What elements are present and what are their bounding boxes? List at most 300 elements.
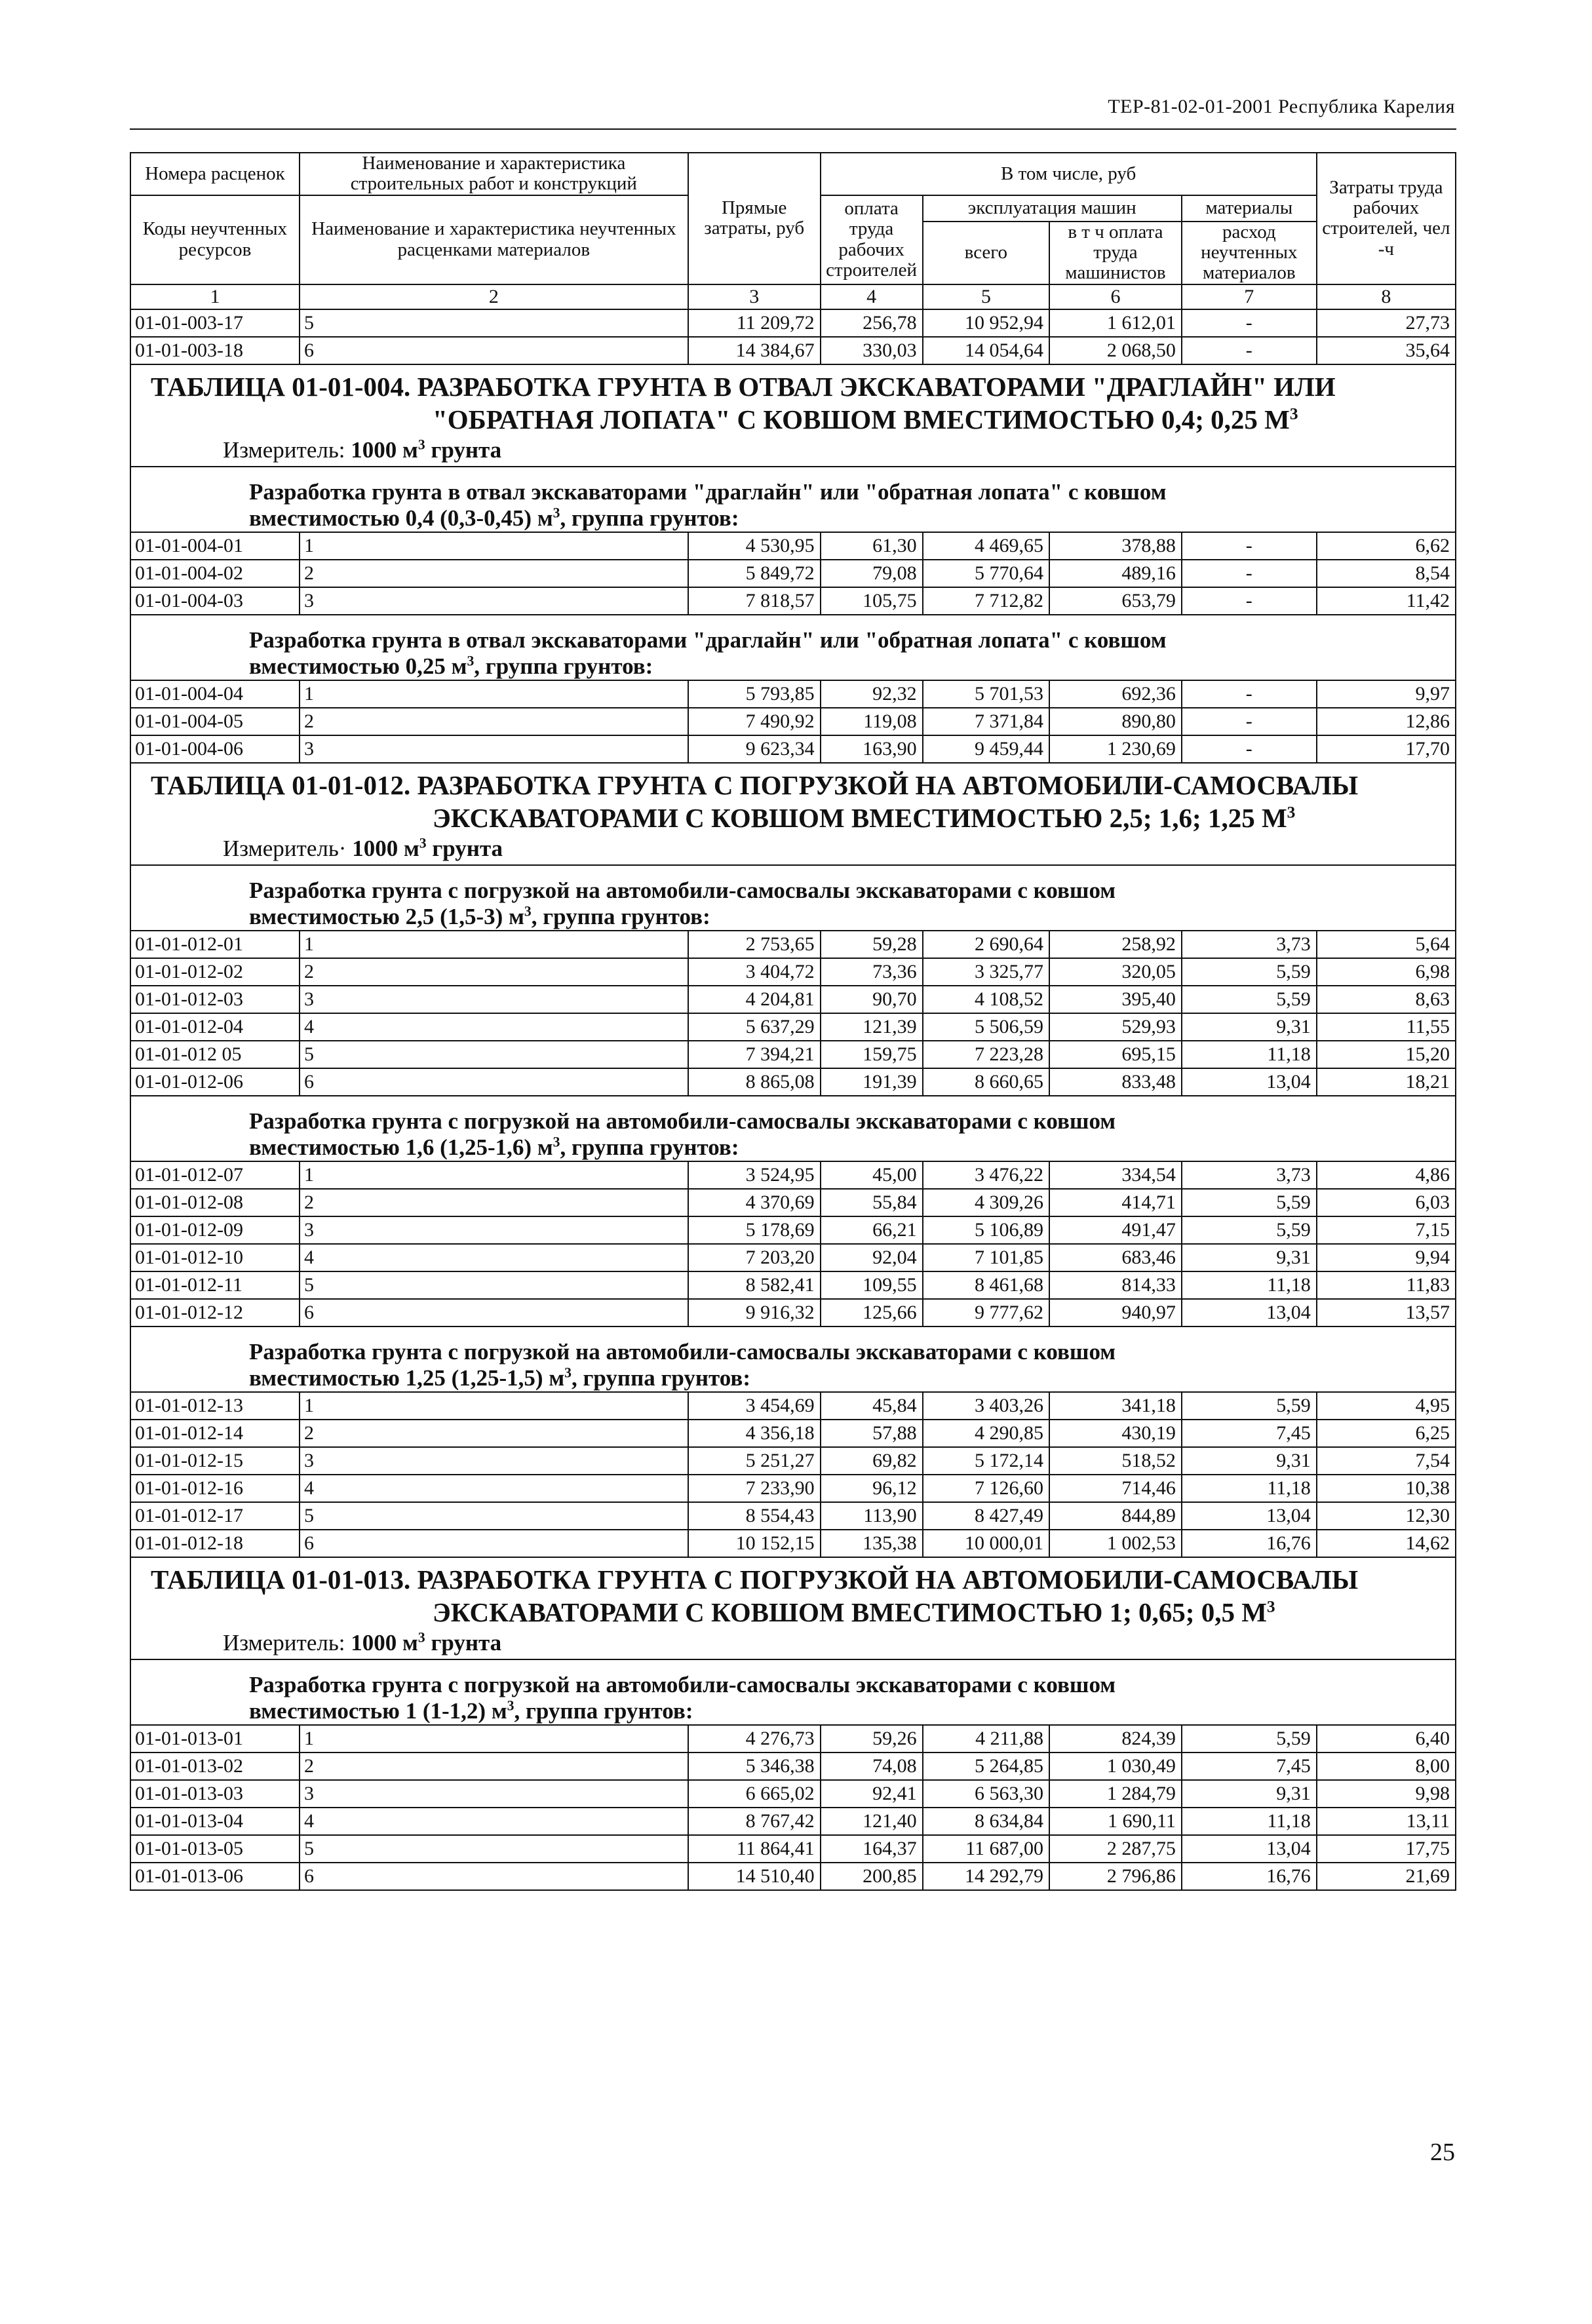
machine-costs-cell: 4 108,52 [923,986,1049,1013]
operator-pay-cell: 1 030,49 [1049,1753,1182,1780]
table-title [131,769,1455,834]
group-title-suffix: , группа грунтов: [531,903,710,929]
direct-costs-cell: 14 384,67 [688,337,821,364]
operator-pay-cell: 1 002,53 [1049,1530,1182,1557]
direct-costs-cell: 4 356,18 [688,1420,821,1447]
worker-pay-cell: 92,32 [821,680,923,708]
rates-table [130,152,1456,1891]
direct-costs-cell: 4 530,95 [688,532,821,560]
machine-costs-cell: 10 952,94 [923,309,1049,337]
table-row [130,1161,1456,1189]
material-usage-cell: 7,45 [1182,1420,1317,1447]
machine-costs-cell: 4 309,26 [923,1189,1049,1216]
soil-group-cell: 5 [300,1041,688,1068]
operator-pay-cell: 2 287,75 [1049,1835,1182,1863]
rate-code-cell: 01-01-004-05 [130,708,300,735]
operator-pay-cell: 258,92 [1049,931,1182,958]
soil-group-cell: 6 [300,1530,688,1557]
rate-code-cell: 01-01-013-01 [130,1725,300,1753]
group-header [130,1327,1456,1392]
table-row [130,986,1456,1013]
soil-group-cell: 3 [300,986,688,1013]
col-number: 8 [1317,284,1456,309]
table-row [130,680,1456,708]
direct-costs-cell: 7 233,90 [688,1475,821,1502]
labor-hours-cell: 11,55 [1317,1013,1456,1041]
worker-pay-cell: 164,37 [821,1835,923,1863]
machine-costs-cell: 7 371,84 [923,708,1049,735]
rate-code-cell: 01-01-012-16 [130,1475,300,1502]
machine-costs-cell: 4 469,65 [923,532,1049,560]
header-rule [130,128,1456,130]
operator-pay-cell: 491,47 [1049,1216,1182,1244]
operator-pay-cell: 824,39 [1049,1725,1182,1753]
measure-unit [131,1631,1455,1655]
rate-code-cell: 01-01-012-09 [130,1216,300,1244]
group-title-line1: Разработка грунта с погрузкой на автомобили-самосвалы экскаваторами с ковшом [249,1338,1116,1365]
table-row [130,1216,1456,1244]
operator-pay-cell: 714,46 [1049,1475,1182,1502]
labor-hours-cell: 8,00 [1317,1753,1456,1780]
group-header-cell [130,467,1456,532]
soil-group-cell: 3 [300,1447,688,1475]
material-usage-cell: - [1182,337,1317,364]
direct-costs-cell: 11 864,41 [688,1835,821,1863]
group-header [130,615,1456,680]
soil-group-cell: 5 [300,309,688,337]
operator-pay-cell: 334,54 [1049,1161,1182,1189]
group-title-superscript: 3 [553,504,560,520]
table-row [130,1420,1456,1447]
labor-hours-cell: 11,42 [1317,587,1456,615]
operator-pay-cell: 940,97 [1049,1299,1182,1327]
labor-hours-cell: 4,86 [1317,1161,1456,1189]
group-header-cell [130,865,1456,931]
table-row [130,1753,1456,1780]
direct-costs-cell: 5 178,69 [688,1216,821,1244]
column-numbers-row [130,284,1456,309]
col-number: 7 [1182,284,1317,309]
labor-hours-cell: 18,21 [1317,1068,1456,1096]
machine-costs-cell: 7 101,85 [923,1244,1049,1271]
table-title [131,370,1455,436]
col-number: 3 [688,284,821,309]
group-title-superscript: 3 [524,902,532,919]
worker-pay-cell: 45,84 [821,1392,923,1420]
material-usage-cell: 16,76 [1182,1863,1317,1890]
rate-code-cell: 01-01-012-11 [130,1271,300,1299]
rate-code-cell: 01-01-012-14 [130,1420,300,1447]
col-header-material-name: Наименование и характеристика неучтенных расценками материалов [300,195,688,284]
worker-pay-cell: 125,66 [821,1299,923,1327]
table-title-text: ЭКСКАВАТОРАМИ С КОВШОМ ВМЕСТИМОСТЬЮ 1; 0,65; 0,5 М [433,1597,1267,1627]
rate-code-cell: 01-01-012-03 [130,986,300,1013]
worker-pay-cell: 55,84 [821,1189,923,1216]
group-title-line2 [131,505,1455,532]
direct-costs-cell: 8 582,41 [688,1271,821,1299]
machine-costs-cell: 7 223,28 [923,1041,1049,1068]
operator-pay-cell: 341,18 [1049,1392,1182,1420]
labor-hours-cell: 6,62 [1317,532,1456,560]
material-usage-cell: 13,04 [1182,1835,1317,1863]
soil-group-cell: 4 [300,1013,688,1041]
material-usage-cell: 5,59 [1182,1216,1317,1244]
worker-pay-cell: 59,26 [821,1725,923,1753]
material-usage-cell: 3,73 [1182,931,1317,958]
rate-code-cell: 01-01-012-12 [130,1299,300,1327]
direct-costs-cell: 4 276,73 [688,1725,821,1753]
worker-pay-cell: 96,12 [821,1475,923,1502]
worker-pay-cell: 191,39 [821,1068,923,1096]
direct-costs-cell: 3 524,95 [688,1161,821,1189]
machine-costs-cell: 5 264,85 [923,1753,1049,1780]
group-title-superscript: 3 [564,1364,572,1380]
group-title-suffix: , группа грунтов: [560,1134,739,1160]
table-row [130,1041,1456,1068]
unit-superscript: 3 [419,834,427,851]
worker-pay-cell: 59,28 [821,931,923,958]
labor-hours-cell: 9,94 [1317,1244,1456,1271]
worker-pay-cell: 135,38 [821,1530,923,1557]
worker-pay-cell: 119,08 [821,708,923,735]
operator-pay-cell: 1 690,11 [1049,1808,1182,1835]
unit-superscript: 3 [417,1629,425,1645]
labor-hours-cell: 27,73 [1317,309,1456,337]
labor-hours-cell: 5,64 [1317,931,1456,958]
material-usage-cell: 5,59 [1182,1725,1317,1753]
machine-costs-cell: 3 403,26 [923,1392,1049,1420]
unit-value-suffix: грунта [425,1629,502,1656]
material-usage-cell: 13,04 [1182,1068,1317,1096]
direct-costs-cell: 4 204,81 [688,986,821,1013]
labor-hours-cell: 17,70 [1317,735,1456,763]
material-usage-cell: 3,73 [1182,1161,1317,1189]
soil-group-cell: 1 [300,1725,688,1753]
table-row [130,1068,1456,1096]
soil-group-cell: 2 [300,708,688,735]
direct-costs-cell: 5 346,38 [688,1753,821,1780]
group-header [130,1659,1456,1725]
group-header-cell [130,1327,1456,1392]
table-row [130,1835,1456,1863]
operator-pay-cell: 890,80 [1049,708,1182,735]
direct-costs-cell: 5 637,29 [688,1013,821,1041]
labor-hours-cell: 6,25 [1317,1420,1456,1447]
soil-group-cell: 6 [300,1863,688,1890]
group-title-line2 [131,1365,1455,1391]
group-title-text: вместимостью 1,25 (1,25-1,5) м [249,1365,565,1391]
group-title-line1: Разработка грунта с погрузкой на автомобили-самосвалы экскаваторами с ковшом [249,1671,1116,1697]
rate-code-cell: 01-01-012-08 [130,1189,300,1216]
labor-hours-cell: 8,63 [1317,986,1456,1013]
labor-hours-cell: 17,75 [1317,1835,1456,1863]
operator-pay-cell: 2 068,50 [1049,337,1182,364]
table-row [130,958,1456,986]
machine-costs-cell: 5 770,64 [923,560,1049,587]
col-header-work-name: Наименование и характеристика строительных работ и конструкций [300,153,688,195]
soil-group-cell: 2 [300,958,688,986]
rate-code-cell: 01-01-012-17 [130,1502,300,1530]
material-usage-cell: 11,18 [1182,1271,1317,1299]
direct-costs-cell: 8 767,42 [688,1808,821,1835]
table-row [130,1780,1456,1808]
material-usage-cell: 5,59 [1182,958,1317,986]
direct-costs-cell: 7 490,92 [688,708,821,735]
material-usage-cell: 5,59 [1182,986,1317,1013]
worker-pay-cell: 66,21 [821,1216,923,1244]
table-row [130,1189,1456,1216]
soil-group-cell: 1 [300,1161,688,1189]
soil-group-cell: 5 [300,1835,688,1863]
direct-costs-cell: 9 916,32 [688,1299,821,1327]
worker-pay-cell: 73,36 [821,958,923,986]
col-header-material-usage: расход неучтенных материалов [1182,222,1317,284]
operator-pay-cell: 518,52 [1049,1447,1182,1475]
table-title-line1: ТАБЛИЦА 01-01-013. РАЗРАБОТКА ГРУНТА С ПОГРУЗКОЙ НА АВТОМОБИЛИ-САМОСВАЛЫ [151,1564,1359,1595]
labor-hours-cell: 12,30 [1317,1502,1456,1530]
machine-costs-cell: 6 563,30 [923,1780,1049,1808]
machine-costs-cell: 14 054,64 [923,337,1049,364]
rate-code-cell: 01-01-012-01 [130,931,300,958]
page-number: 25 [1430,2139,1455,2166]
table-title-line2 [131,1596,1455,1629]
direct-costs-cell: 11 209,72 [688,309,821,337]
labor-hours-cell: 6,03 [1317,1189,1456,1216]
labor-hours-cell: 13,11 [1317,1808,1456,1835]
direct-costs-cell: 5 849,72 [688,560,821,587]
machine-costs-cell: 5 172,14 [923,1447,1049,1475]
material-usage-cell: 13,04 [1182,1299,1317,1327]
group-header-cell [130,615,1456,680]
group-header [130,1096,1456,1161]
labor-hours-cell: 7,54 [1317,1447,1456,1475]
material-usage-cell: 7,45 [1182,1753,1317,1780]
operator-pay-cell: 2 796,86 [1049,1863,1182,1890]
direct-costs-cell: 7 818,57 [688,587,821,615]
measure-unit-label: Измеритель· [223,835,353,861]
labor-hours-cell: 8,54 [1317,560,1456,587]
table-row [130,931,1456,958]
machine-costs-cell: 10 000,01 [923,1530,1049,1557]
rate-code-cell: 01-01-012 05 [130,1041,300,1068]
measure-unit-label: Измеритель: [223,436,351,463]
soil-group-cell: 2 [300,1420,688,1447]
direct-costs-cell: 4 370,69 [688,1189,821,1216]
soil-group-cell: 3 [300,735,688,763]
group-title-suffix: , группа грунтов: [514,1697,693,1724]
unit-value-text: 1000 м [352,835,419,861]
labor-hours-cell: 6,98 [1317,958,1456,986]
worker-pay-cell: 69,82 [821,1447,923,1475]
operator-pay-cell: 833,48 [1049,1068,1182,1096]
group-title-line1: Разработка грунта в отвал экскаваторами "драглайн" или "обратная лопата" с ковшом [249,627,1167,653]
operator-pay-cell: 414,71 [1049,1189,1182,1216]
machine-costs-cell: 7 712,82 [923,587,1049,615]
group-header-cell [130,1659,1456,1725]
material-usage-cell: - [1182,587,1317,615]
worker-pay-cell: 121,40 [821,1808,923,1835]
direct-costs-cell: 8 554,43 [688,1502,821,1530]
material-usage-cell: 9,31 [1182,1780,1317,1808]
col-number: 6 [1049,284,1182,309]
unit-value-text: 1000 м [351,1629,418,1656]
direct-costs-cell: 7 203,20 [688,1244,821,1271]
table-header [130,153,1456,309]
soil-group-cell: 1 [300,1392,688,1420]
table-row [130,1299,1456,1327]
group-title-text: вместимостью 0,25 м [249,653,467,679]
col-header-direct-costs: Прямые затраты, руб [688,153,821,284]
labor-hours-cell: 9,98 [1317,1780,1456,1808]
material-usage-cell: 5,59 [1182,1189,1317,1216]
material-usage-cell: 13,04 [1182,1502,1317,1530]
operator-pay-cell: 529,93 [1049,1013,1182,1041]
worker-pay-cell: 57,88 [821,1420,923,1447]
col-number: 2 [300,284,688,309]
material-usage-cell: - [1182,560,1317,587]
table-row [130,1725,1456,1753]
rate-code-cell: 01-01-003-18 [130,337,300,364]
table-title-line2 [131,802,1455,834]
direct-costs-cell: 10 152,15 [688,1530,821,1557]
worker-pay-cell: 105,75 [821,587,923,615]
table-title-superscript: 3 [1289,404,1298,423]
table-title-text: ЭКСКАВАТОРАМИ С КОВШОМ ВМЕСТИМОСТЬЮ 2,5; 1,6; 1,25 М [433,802,1287,833]
operator-pay-cell: 695,15 [1049,1041,1182,1068]
worker-pay-cell: 330,03 [821,337,923,364]
labor-hours-cell: 13,57 [1317,1299,1456,1327]
table-section-header [130,1557,1456,1659]
soil-group-cell: 2 [300,1753,688,1780]
labor-hours-cell: 9,97 [1317,680,1456,708]
measure-unit-value [352,836,503,861]
group-title-text: вместимостью 1,6 (1,25-1,6) м [249,1134,553,1160]
machine-costs-cell: 8 427,49 [923,1502,1049,1530]
table-row [130,532,1456,560]
worker-pay-cell: 92,41 [821,1780,923,1808]
table-row [130,708,1456,735]
group-title-suffix: , группа грунтов: [572,1365,750,1391]
group-title-suffix: , группа грунтов: [474,653,653,679]
operator-pay-cell: 1 284,79 [1049,1780,1182,1808]
group-title-superscript: 3 [467,652,475,668]
measure-unit-label: Измеритель: [223,1629,351,1656]
col-header-worker-pay: оплата труда рабочих строителей [821,195,923,284]
table-row [130,309,1456,337]
direct-costs-cell: 3 454,69 [688,1392,821,1420]
worker-pay-cell: 159,75 [821,1041,923,1068]
worker-pay-cell: 90,70 [821,986,923,1013]
table-section-header [130,763,1456,865]
machine-costs-cell: 5 701,53 [923,680,1049,708]
col-number: 1 [130,284,300,309]
material-usage-cell: 9,31 [1182,1447,1317,1475]
group-title-line1: Разработка грунта в отвал экскаваторами "драглайн" или "обратная лопата" с ковшом [249,478,1167,505]
soil-group-cell: 3 [300,1216,688,1244]
measure-unit [131,438,1455,462]
direct-costs-cell: 5 793,85 [688,680,821,708]
col-header-including: В том числе, руб [821,153,1317,195]
table-title-superscript: 3 [1287,802,1296,821]
col-number: 5 [923,284,1049,309]
col-header-materials: материалы [1182,195,1317,222]
rate-code-cell: 01-01-013-06 [130,1863,300,1890]
material-usage-cell: - [1182,532,1317,560]
measure-unit [131,834,1455,861]
group-title-line2 [131,653,1455,680]
rate-code-cell: 01-01-004-01 [130,532,300,560]
direct-costs-cell: 6 665,02 [688,1780,821,1808]
table-row [130,1475,1456,1502]
soil-group-cell: 5 [300,1502,688,1530]
operator-pay-cell: 395,40 [1049,986,1182,1013]
soil-group-cell: 1 [300,680,688,708]
labor-hours-cell: 14,62 [1317,1530,1456,1557]
col-header-machines: эксплуатация машин [923,195,1182,222]
col-header-rate-number: Номера расценок [130,153,300,195]
labor-hours-cell: 11,83 [1317,1271,1456,1299]
unit-value-suffix: грунта [425,436,502,463]
section-title-cell [130,1557,1456,1659]
operator-pay-cell: 683,46 [1049,1244,1182,1271]
table-title-text: "ОБРАТНАЯ ЛОПАТА" С КОВШОМ ВМЕСТИМОСТЬЮ 0,4; 0,25 М [433,404,1290,435]
soil-group-cell: 4 [300,1808,688,1835]
rate-code-cell: 01-01-012-15 [130,1447,300,1475]
rate-code-cell: 01-01-013-04 [130,1808,300,1835]
material-usage-cell: - [1182,708,1317,735]
operator-pay-cell: 653,79 [1049,587,1182,615]
rate-code-cell: 01-01-004-03 [130,587,300,615]
table-row [130,1502,1456,1530]
machine-costs-cell: 9 459,44 [923,735,1049,763]
group-title-text: вместимостью 2,5 (1,5-3) м [249,903,524,929]
worker-pay-cell: 74,08 [821,1753,923,1780]
group-title-line2 [131,1134,1455,1161]
rate-code-cell: 01-01-013-05 [130,1835,300,1863]
direct-costs-cell: 9 623,34 [688,735,821,763]
operator-pay-cell: 844,89 [1049,1502,1182,1530]
operator-pay-cell: 378,88 [1049,532,1182,560]
operator-pay-cell: 320,05 [1049,958,1182,986]
table-row [130,735,1456,763]
machine-costs-cell: 5 506,59 [923,1013,1049,1041]
rate-code-cell: 01-01-004-04 [130,680,300,708]
material-usage-cell: 9,31 [1182,1013,1317,1041]
group-title-superscript: 3 [553,1133,560,1150]
soil-group-cell: 3 [300,587,688,615]
rate-code-cell: 01-01-012-06 [130,1068,300,1096]
labor-hours-cell: 6,40 [1317,1725,1456,1753]
table-row [130,560,1456,587]
unit-superscript: 3 [417,436,425,452]
group-header [130,865,1456,931]
measure-unit-value [351,1630,501,1656]
rate-code-cell: 01-01-013-02 [130,1753,300,1780]
soil-group-cell: 6 [300,1068,688,1096]
rate-code-cell: 01-01-012-18 [130,1530,300,1557]
machine-costs-cell: 14 292,79 [923,1863,1049,1890]
rate-code-cell: 01-01-012-07 [130,1161,300,1189]
worker-pay-cell: 163,90 [821,735,923,763]
table-row [130,587,1456,615]
machine-costs-cell: 4 290,85 [923,1420,1049,1447]
table-title-line1: ТАБЛИЦА 01-01-012. РАЗРАБОТКА ГРУНТА С ПОГРУЗКОЙ НА АВТОМОБИЛИ-САМОСВАЛЫ [151,769,1359,800]
table-row [130,1863,1456,1890]
table-section-header [130,364,1456,467]
machine-costs-cell: 8 660,65 [923,1068,1049,1096]
table-row [130,1244,1456,1271]
operator-pay-cell: 692,36 [1049,680,1182,708]
